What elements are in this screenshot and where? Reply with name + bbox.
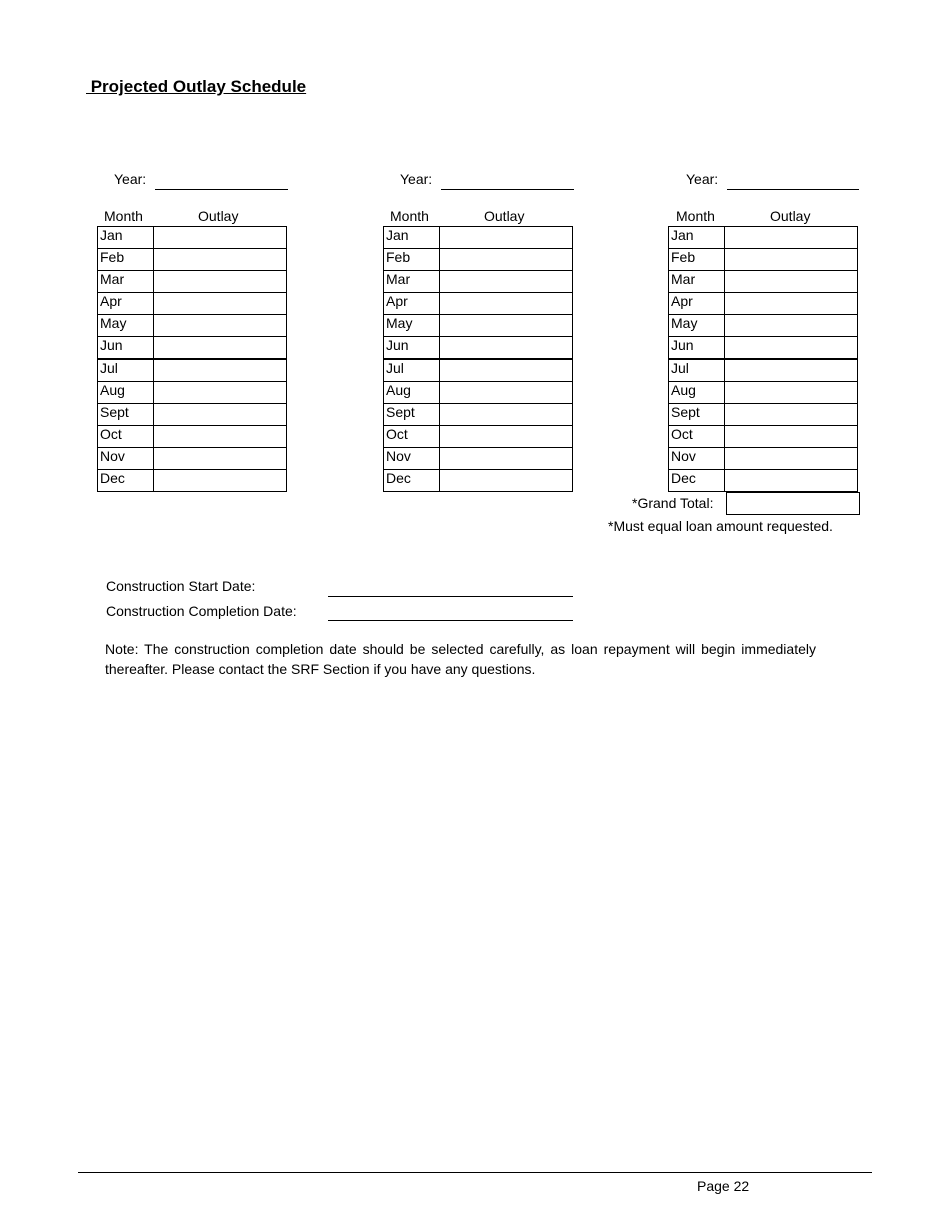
month-header-3: Month [676, 208, 715, 224]
year-label-1: Year: [114, 171, 147, 187]
month-cell: Feb [669, 249, 725, 271]
outlay-input[interactable] [154, 315, 287, 337]
outlay-input[interactable] [154, 227, 287, 249]
page-number: Page 22 [697, 1178, 750, 1194]
month-cell: Feb [98, 249, 154, 271]
outlay-input[interactable] [440, 271, 573, 293]
outlay-input[interactable] [440, 249, 573, 271]
outlay-table-2 [383, 226, 573, 492]
month-cell: Jul [98, 359, 154, 382]
table-row [384, 227, 573, 249]
table-row [669, 426, 858, 448]
month-cell: Aug [98, 382, 154, 404]
table-row [669, 448, 858, 470]
outlay-input[interactable] [154, 271, 287, 293]
month-cell: Dec [98, 470, 154, 492]
outlay-input[interactable] [725, 293, 858, 315]
month-cell: Mar [669, 271, 725, 293]
month-cell: Jun [98, 337, 154, 360]
month-cell: Mar [98, 271, 154, 293]
outlay-input[interactable] [725, 315, 858, 337]
table-row [98, 382, 287, 404]
construction-completion-input[interactable] [328, 620, 573, 621]
table-row [98, 470, 287, 492]
month-cell: Sept [384, 404, 440, 426]
month-cell: Oct [384, 426, 440, 448]
month-cell: Nov [98, 448, 154, 470]
table-row [98, 426, 287, 448]
year-input-2[interactable] [441, 189, 574, 190]
outlay-input[interactable] [440, 448, 573, 470]
outlay-input[interactable] [154, 337, 287, 360]
outlay-header-1: Outlay [198, 208, 239, 224]
table-row [384, 271, 573, 293]
month-cell: May [98, 315, 154, 337]
table-row [384, 337, 573, 360]
year-field-3 [672, 171, 872, 191]
outlay-input[interactable] [154, 382, 287, 404]
table-row [669, 293, 858, 315]
table-row [98, 227, 287, 249]
table-row [384, 382, 573, 404]
table-row [98, 249, 287, 271]
month-cell: Oct [98, 426, 154, 448]
outlay-input[interactable] [440, 404, 573, 426]
table-row [384, 404, 573, 426]
construction-completion-label: Construction Completion Date: [106, 603, 297, 619]
month-cell: May [384, 315, 440, 337]
month-cell: May [669, 315, 725, 337]
table-row [384, 293, 573, 315]
outlay-input[interactable] [440, 426, 573, 448]
month-cell: Jul [384, 359, 440, 382]
outlay-input[interactable] [154, 359, 287, 382]
outlay-input[interactable] [440, 227, 573, 249]
table-row [98, 404, 287, 426]
table-row [98, 315, 287, 337]
table-row [669, 271, 858, 293]
table-row [384, 426, 573, 448]
month-cell: Oct [669, 426, 725, 448]
month-cell: Dec [669, 470, 725, 492]
month-cell: Aug [384, 382, 440, 404]
outlay-input[interactable] [154, 470, 287, 492]
table-row [669, 315, 858, 337]
month-cell: Nov [669, 448, 725, 470]
month-header-2: Month [390, 208, 429, 224]
year-label-2: Year: [400, 171, 433, 187]
outlay-input[interactable] [440, 359, 573, 382]
year-input-1[interactable] [155, 189, 288, 190]
month-cell: Aug [669, 382, 725, 404]
month-cell: Sept [98, 404, 154, 426]
table-row [669, 249, 858, 271]
table-row [384, 359, 573, 382]
table-row [669, 227, 858, 249]
page-title: Projected Outlay Schedule [86, 77, 307, 96]
month-cell: Jun [384, 337, 440, 360]
outlay-table-body [384, 227, 573, 492]
month-cell: Jul [669, 359, 725, 382]
month-cell: Jan [384, 227, 440, 249]
year-label-3: Year: [686, 171, 719, 187]
outlay-input[interactable] [440, 470, 573, 492]
construction-start-label: Construction Start Date: [106, 578, 256, 594]
month-cell: Feb [384, 249, 440, 271]
table-row [669, 404, 858, 426]
month-cell: Apr [384, 293, 440, 315]
table-row [98, 293, 287, 315]
outlay-input[interactable] [154, 293, 287, 315]
month-header-1: Month [104, 208, 143, 224]
month-cell: Nov [384, 448, 440, 470]
year-field-1 [100, 171, 300, 191]
table-row [384, 470, 573, 492]
table-row [384, 249, 573, 271]
outlay-header-3: Outlay [770, 208, 811, 224]
month-cell: Jun [669, 337, 725, 360]
outlay-input[interactable] [154, 404, 287, 426]
month-cell: Dec [384, 470, 440, 492]
table-row [669, 337, 858, 360]
outlay-input[interactable] [725, 382, 858, 404]
month-cell: Jan [669, 227, 725, 249]
table-row [384, 315, 573, 337]
month-cell: Apr [669, 293, 725, 315]
outlay-input[interactable] [725, 337, 858, 360]
outlay-table-1 [97, 226, 287, 492]
table-row [384, 448, 573, 470]
year-field-2 [386, 171, 586, 191]
grand-total-label: *Grand Total: [632, 495, 714, 511]
month-cell: Mar [384, 271, 440, 293]
outlay-input[interactable] [725, 448, 858, 470]
table-row [98, 337, 287, 360]
outlay-input[interactable] [154, 448, 287, 470]
grand-total-note: *Must equal loan amount requested. [608, 518, 833, 534]
month-cell: Jan [98, 227, 154, 249]
outlay-header-2: Outlay [484, 208, 525, 224]
outlay-input[interactable] [725, 470, 858, 492]
outlay-input[interactable] [725, 227, 858, 249]
outlay-input[interactable] [154, 426, 287, 448]
outlay-input[interactable] [725, 426, 858, 448]
outlay-input[interactable] [725, 271, 858, 293]
outlay-table-body [98, 227, 287, 492]
outlay-input[interactable] [154, 249, 287, 271]
outlay-input[interactable] [725, 249, 858, 271]
month-cell: Apr [98, 293, 154, 315]
outlay-input[interactable] [725, 359, 858, 382]
month-cell: Sept [669, 404, 725, 426]
grand-total-input[interactable] [726, 492, 860, 515]
outlay-input[interactable] [440, 315, 573, 337]
outlay-input[interactable] [440, 337, 573, 360]
outlay-input[interactable] [440, 382, 573, 404]
table-row [98, 271, 287, 293]
table-row [98, 448, 287, 470]
outlay-table-body [669, 227, 858, 492]
outlay-input[interactable] [725, 404, 858, 426]
construction-start-input[interactable] [328, 596, 573, 597]
outlay-table-3 [668, 226, 858, 492]
table-row [669, 359, 858, 382]
note-text: Note: The construction completion date should be selected carefully, as loan repayment will begin immediately thereafter. Please contact the SRF Section if you have any questions. [105, 641, 816, 677]
outlay-input[interactable] [440, 293, 573, 315]
year-input-3[interactable] [727, 189, 859, 190]
footer-divider [78, 1172, 872, 1173]
table-row [98, 359, 287, 382]
table-row [669, 470, 858, 492]
table-row [669, 382, 858, 404]
